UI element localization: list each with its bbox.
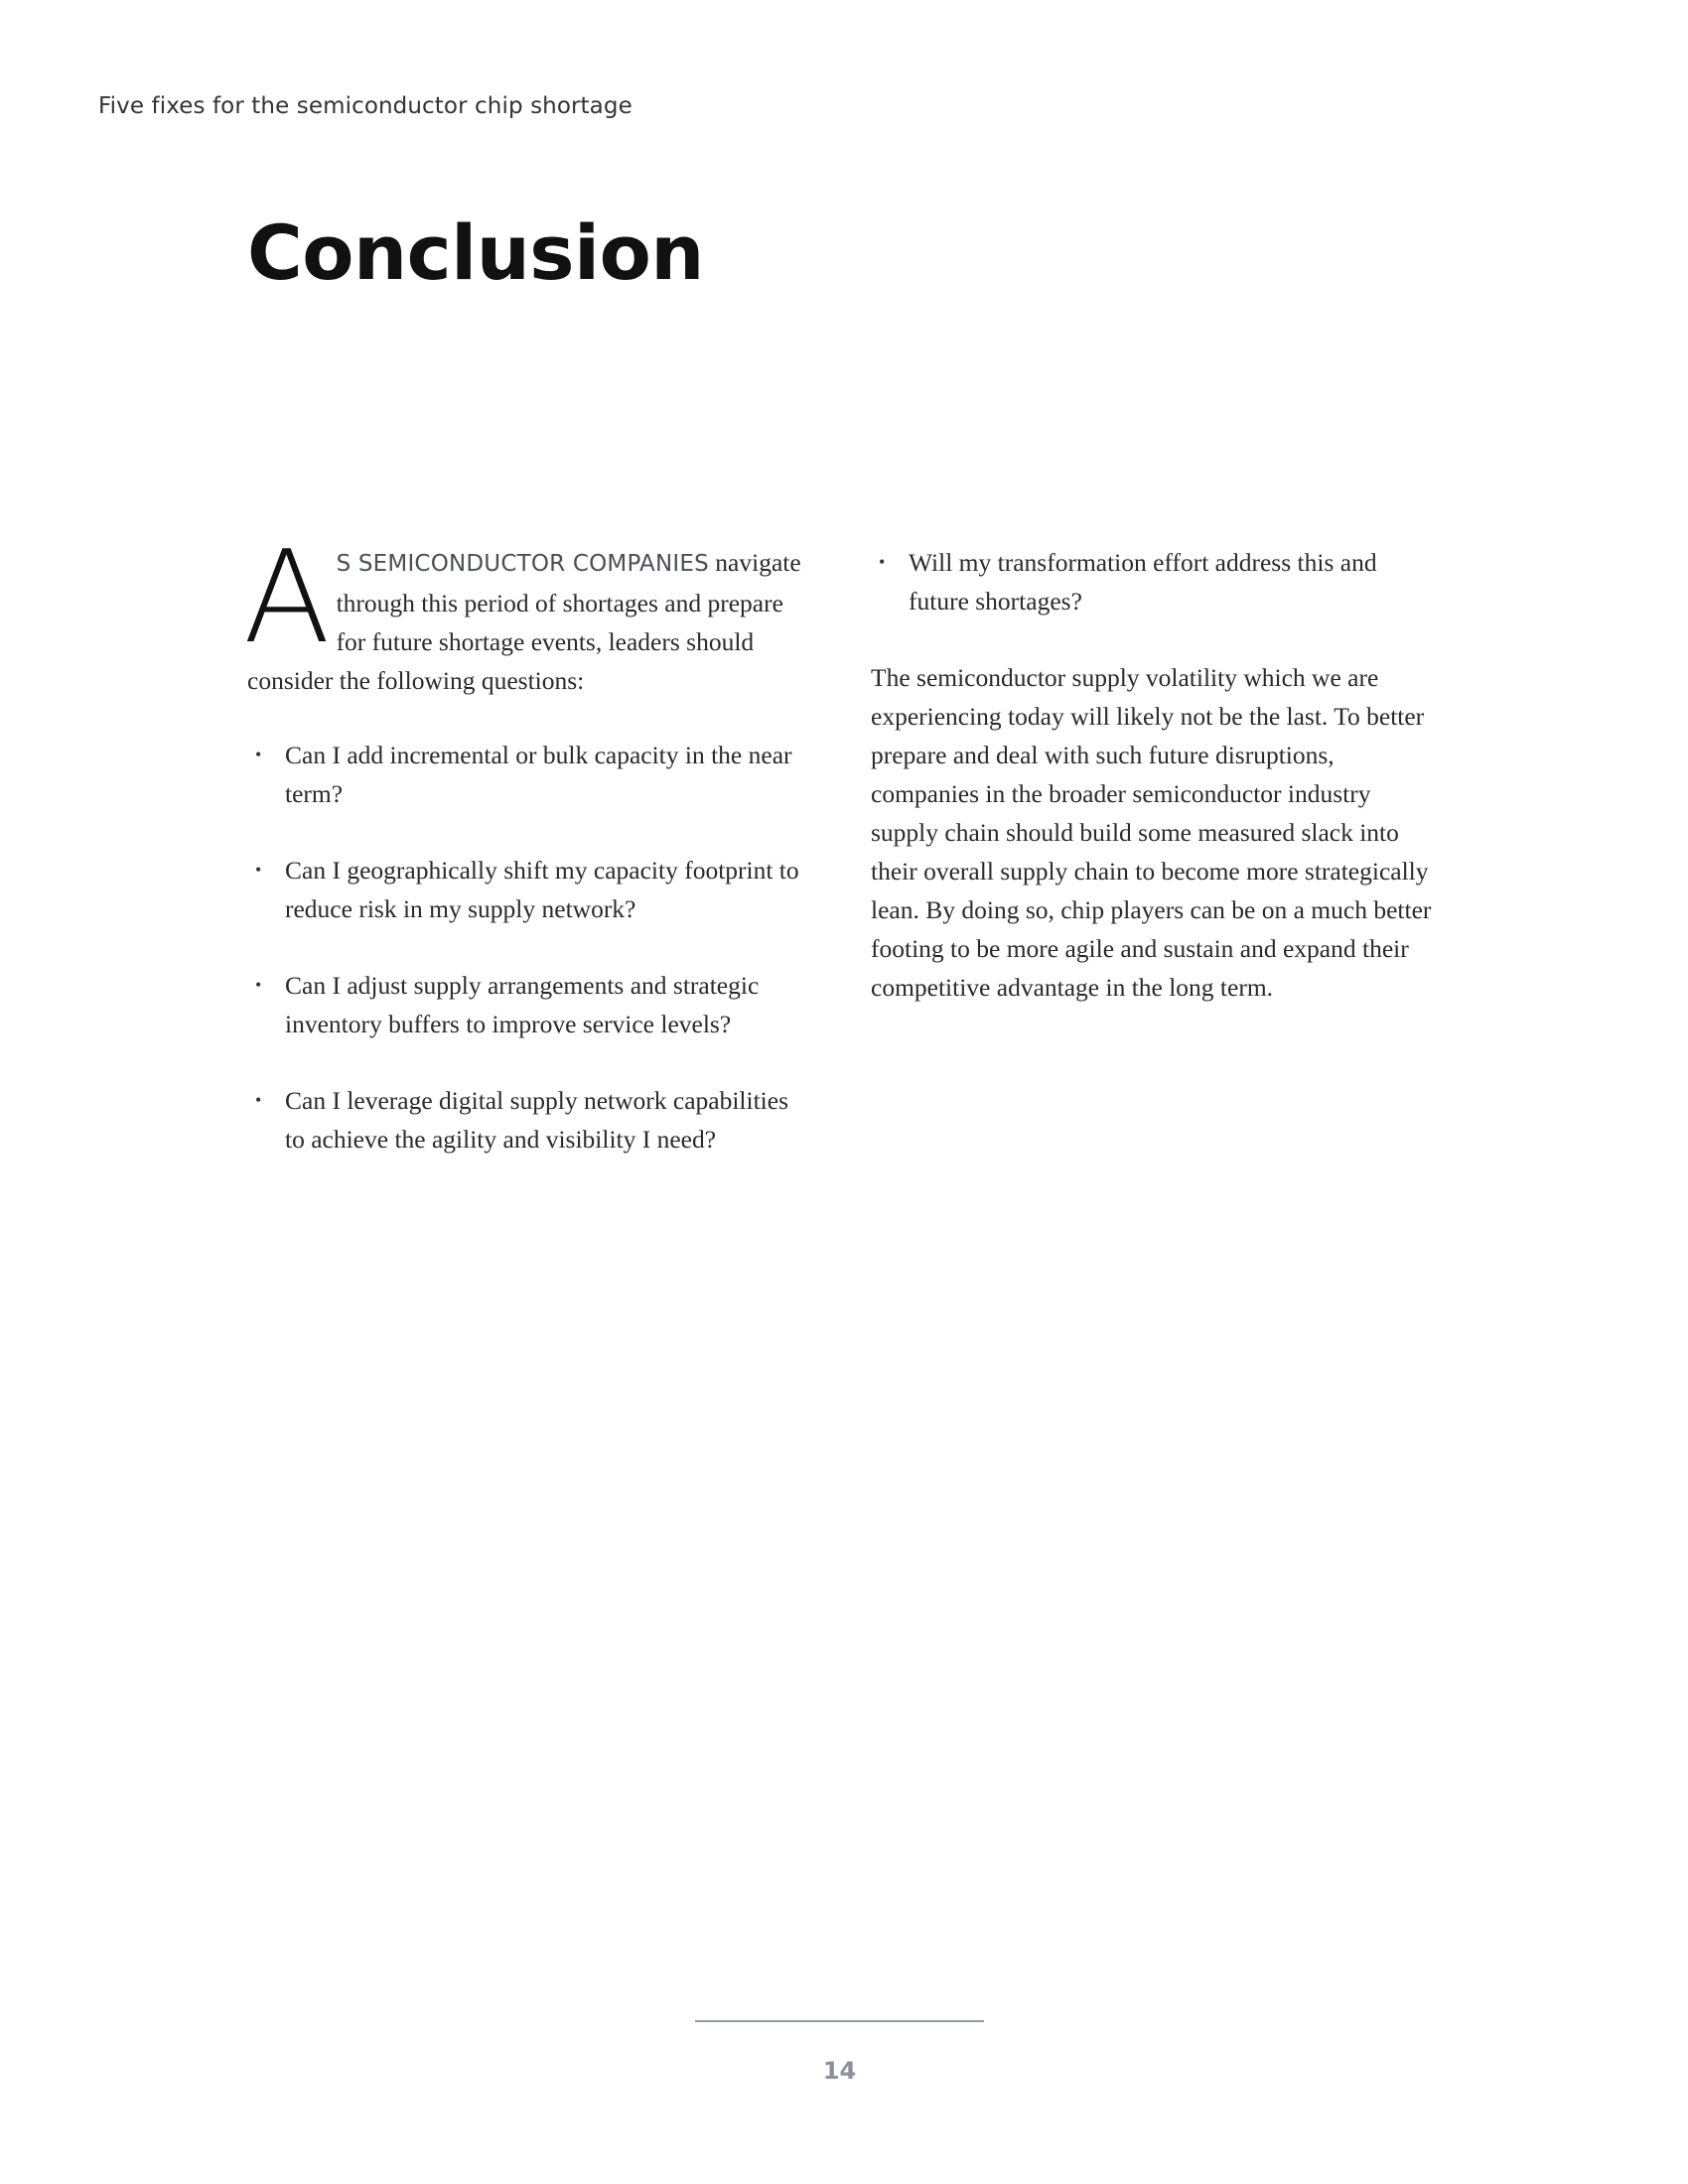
running-header: Five fixes for the semiconductor chip shortage — [98, 93, 633, 119]
left-column — [243, 524, 813, 1196]
list-item: • Can I geographically shift my capacity footprint to reduce risk in my supply network? — [247, 851, 813, 928]
questions-list-continued — [871, 543, 1437, 620]
right-column — [871, 543, 1437, 1007]
questions-list — [247, 736, 813, 1159]
list-item: • Can I adjust supply arrangements and strategic inventory buffers to improve service levels? — [247, 966, 813, 1043]
closing-paragraph: The semiconductor supply volatility which we are experiencing today will likely not be the last. To better prepare and deal with such future disruptions, companies in the broader semiconductor industry supply chain should build some measured slack into their overall supply chain to become more strategically lean. By doing so, chip players can be on a much better footing to be more agile and sustain and expand their competitive advantage in the long term. — [871, 663, 1432, 1002]
intro-text: navigate through this period of shortages and prepare for future shortage events, leaders should consider the following questions: — [247, 548, 801, 695]
intro-smallcaps-lead: S SEMICONDUCTOR COMPANIES — [336, 551, 709, 577]
list-item: • Will my transformation effort address this and future shortages? — [871, 543, 1437, 620]
intro-paragraph — [243, 524, 813, 700]
list-item: • Can I leverage digital supply network capabilities to achieve the agility and visibility I need? — [247, 1081, 813, 1159]
page-title: Conclusion — [247, 208, 704, 297]
footer-divider — [695, 2020, 984, 2022]
page-number: 14 — [822, 2057, 857, 2085]
drop-cap: A — [243, 524, 331, 672]
list-item: • Can I add incremental or bulk capacity in the near term? — [247, 736, 813, 813]
